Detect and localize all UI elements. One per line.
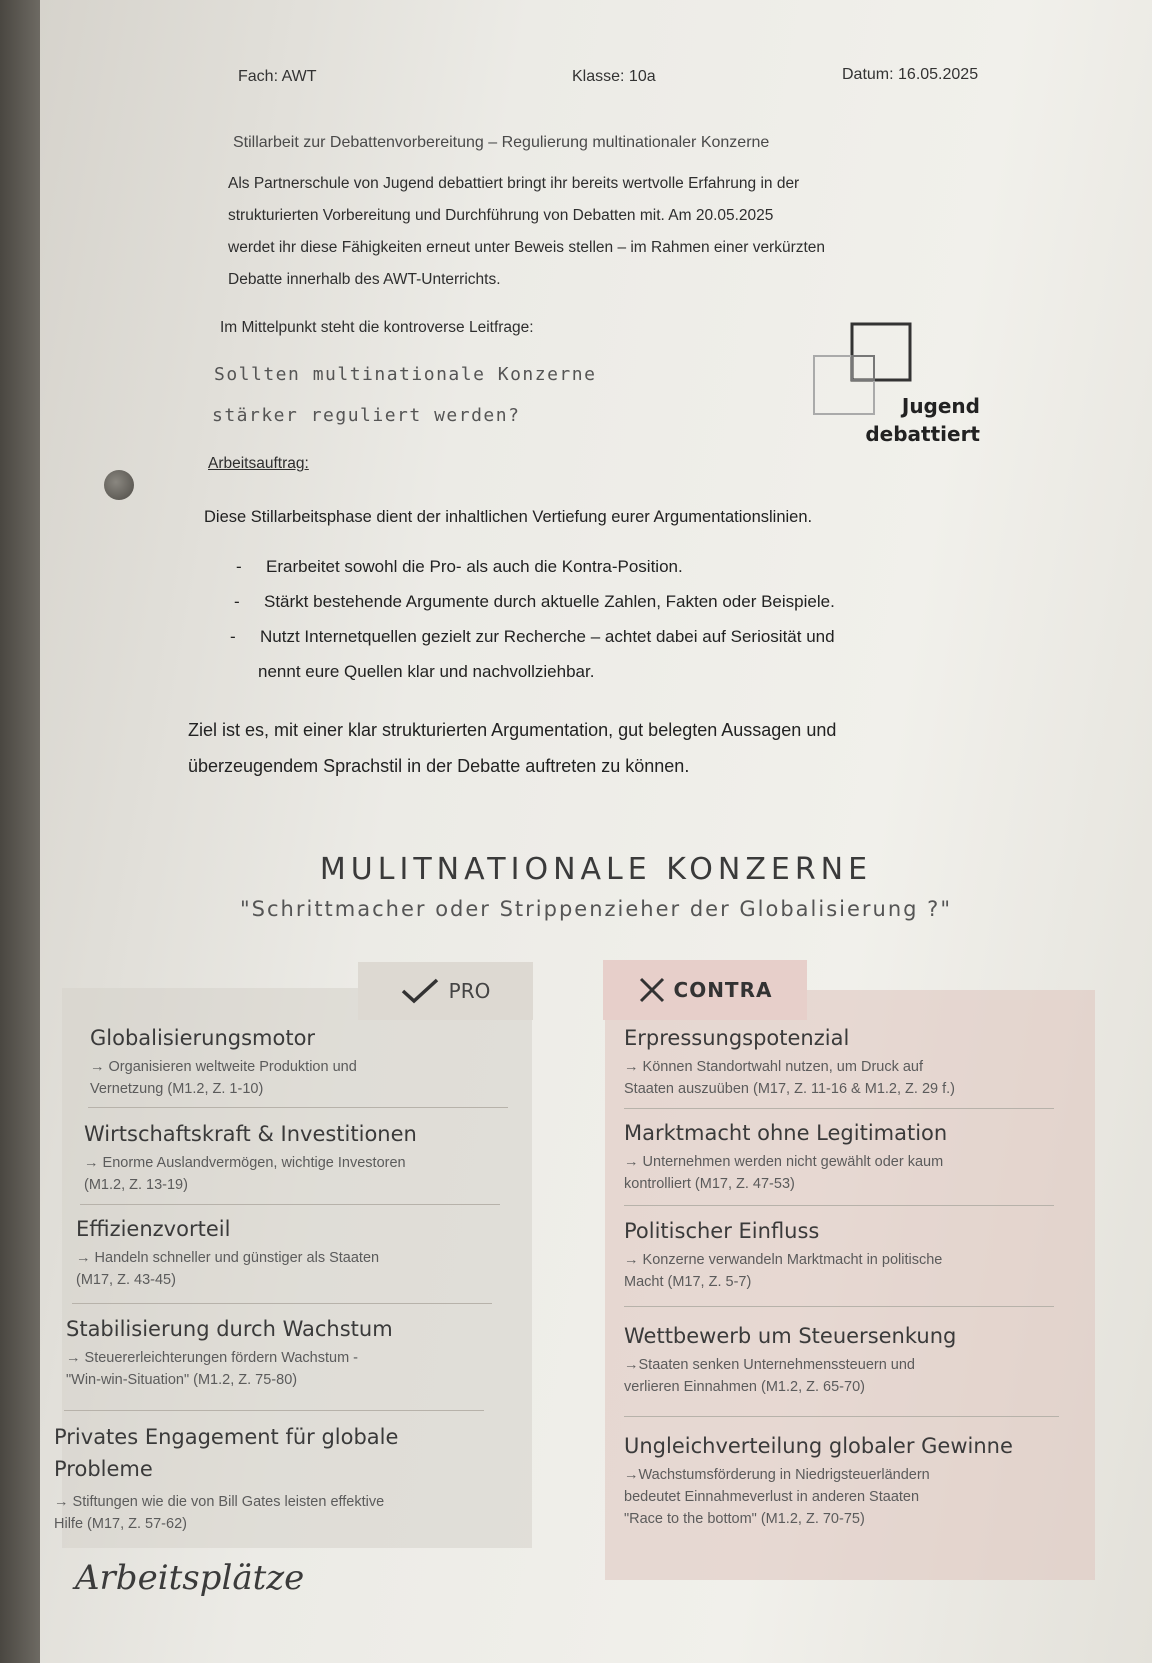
contra-item-desc: Staaten auszuüben (M17, Z. 11-16 & M1.2, Z. 29 f.) [624, 1081, 955, 1097]
pro-item-desc: → Enorme Auslandvermögen, wichtige Investoren [84, 1155, 406, 1171]
pro-item-title: Probleme [54, 1457, 153, 1481]
contra-item-desc: →Staaten senken Unternehmenssteuern und [624, 1357, 915, 1373]
contra-item [624, 1217, 1074, 1293]
contra-item-title: Marktmacht ohne Legitimation [624, 1121, 948, 1145]
handwritten-note: Arbeitsplätze [75, 1558, 305, 1598]
contra-item-title: Politischer Einfluss [624, 1219, 820, 1243]
contra-item-title: Wettbewerb um Steuersenkung [624, 1324, 957, 1348]
infographic-title: MULITNATIONALE KONZERNE [319, 852, 873, 887]
contra-header [603, 960, 807, 1020]
contra-item-desc: verlieren Einnahmen (M1.2, Z. 65-70) [624, 1379, 865, 1395]
pro-item-desc: (M1.2, Z. 13-19) [84, 1177, 188, 1193]
pro-header [358, 962, 533, 1020]
intro-line: strukturierten Vorbereitung und Durchführung von Debatten mit. Am 20.05.2025 [228, 207, 774, 224]
task-bullet: - Nutzt Internetquellen gezielt zur Recherche – achtet dabei auf Seriosität und [230, 627, 835, 646]
intro-line: werdet ihr diese Fähigkeiten erneut unter Beweis stellen – im Rahmen einer verkürzten [228, 239, 826, 256]
subject-label: Fach: AWT [238, 68, 317, 85]
pro-item-title: Wirtschaftskraft & Investitionen [84, 1122, 417, 1146]
goal-paragraph [188, 712, 836, 784]
pro-item-title: Globalisierungsmotor [90, 1026, 316, 1050]
task-intro: Diese Stillarbeitsphase dient der inhaltlichen Vertiefung eurer Argumentationslinien. [204, 508, 813, 526]
worksheet-page [40, 0, 1152, 1663]
pro-item-desc: "Win-win-Situation" (M1.2, Z. 75-80) [66, 1372, 298, 1388]
divider [624, 1205, 1054, 1206]
bullet-text: Erarbeitet sowohl die Pro- als auch die Kontra-Position. [266, 557, 683, 576]
contra-item-desc: Macht (M17, Z. 5-7) [624, 1274, 752, 1290]
goal-line: Ziel ist es, mit einer klar strukturierten Argumentation, gut belegten Aussagen und [188, 720, 837, 740]
bullet-continuation: nennt eure Quellen klar und nachvollziehbar. [258, 662, 595, 681]
contra-item-desc: → Können Standortwahl nutzen, um Druck auf [624, 1059, 924, 1075]
pro-item-title: Effizienzvorteil [76, 1217, 231, 1241]
divider [88, 1107, 508, 1108]
pro-item-desc: → Stiftungen wie die von Bill Gates leisten effektive [54, 1494, 385, 1510]
contra-item-desc: kontrolliert (M17, Z. 47-53) [624, 1176, 795, 1192]
divider [624, 1416, 1059, 1417]
leitfrage-line: stärker reguliert werden? [212, 405, 521, 426]
logo-line: debattiert [865, 422, 980, 446]
intro-line: Als Partnerschule von Jugend debattiert bringt ihr bereits wertvolle Erfahrung in der [228, 175, 800, 192]
bullet-text: Nutzt Internetquellen gezielt zur Recherche – achtet dabei auf Seriosität und [260, 627, 835, 646]
task-bullet: - Stärkt bestehende Argumente durch aktuelle Zahlen, Fakten oder Beispiele. [234, 592, 835, 611]
pro-item-desc: → Handeln schneller und günstiger als Staaten [76, 1250, 380, 1266]
divider [64, 1410, 484, 1411]
intro-line: Debatte innerhalb des AWT-Unterrichts. [228, 271, 501, 288]
pro-item [54, 1423, 494, 1535]
contra-label: CONTRA [673, 978, 773, 1002]
class-label: Klasse: 10a [572, 68, 656, 85]
cross-icon [638, 976, 666, 1004]
checkmark-icon [401, 978, 439, 1004]
contra-item-desc: → Konzerne verwandeln Marktmacht in politische [624, 1252, 943, 1268]
contra-item-title: Ungleichverteilung globaler Gewinne [624, 1434, 1013, 1458]
goal-line: überzeugendem Sprachstil in der Debatte auftreten zu können. [188, 756, 690, 776]
pro-item-title: Stabilisierung durch Wachstum [66, 1317, 393, 1341]
pro-item [84, 1120, 504, 1196]
divider [624, 1108, 1054, 1109]
leitfrage-intro: Im Mittelpunkt steht die kontroverse Leitfrage: [220, 319, 534, 336]
logo-line: Jugend [901, 394, 980, 418]
logo-text [840, 392, 980, 448]
pro-label: PRO [448, 979, 491, 1003]
pro-item-desc: → Steuererleichterungen fördern Wachstum - [66, 1350, 359, 1366]
arbeitsauftrag-label: Arbeitsauftrag: [208, 455, 309, 472]
contra-item [624, 1119, 1074, 1195]
divider [80, 1204, 500, 1205]
pro-item-desc: Hilfe (M17, Z. 57-62) [54, 1516, 187, 1532]
pro-item-desc: Vernetzung (M1.2, Z. 1-10) [90, 1081, 264, 1097]
pro-item-desc: → Organisieren weltweite Produktion und [90, 1059, 357, 1075]
infographic-subtitle: "Schrittmacher oder Strippenzieher der Globalisierung ?" [240, 897, 952, 921]
date-label: Datum: 16.05.2025 [842, 66, 979, 83]
contra-item [624, 1024, 1074, 1100]
contra-item-desc: → Unternehmen werden nicht gewählt oder kaum [624, 1154, 944, 1170]
divider [72, 1303, 492, 1304]
worksheet-title: Stillarbeit zur Debattenvorbereitung – Regulierung multinationaler Konzerne [233, 134, 770, 151]
contra-item [624, 1432, 1094, 1530]
punch-hole [104, 470, 134, 500]
pro-item [66, 1315, 486, 1391]
contra-item [624, 1322, 1074, 1398]
task-bullet: - Erarbeitet sowohl die Pro- als auch die Kontra-Position. [236, 557, 683, 576]
contra-item-desc: "Race to the bottom" (M1.2, Z. 70-75) [624, 1511, 865, 1527]
contra-item-desc: bedeutet Einnahmeverlust in anderen Staaten [624, 1489, 920, 1505]
pro-item [76, 1215, 496, 1291]
pro-item-title: Privates Engagement für globale [54, 1425, 399, 1449]
bullet-text: Stärkt bestehende Argumente durch aktuelle Zahlen, Fakten oder Beispiele. [264, 592, 835, 611]
contra-item-title: Erpressungspotenzial [624, 1026, 850, 1050]
intro-paragraph [228, 168, 1058, 296]
pro-item [90, 1024, 510, 1100]
leitfrage-line: Sollten multinationale Konzerne [214, 364, 597, 385]
contra-item-desc: →Wachstumsförderung in Niedrigsteuerländern [624, 1467, 930, 1483]
divider [624, 1306, 1054, 1307]
pro-item-desc: (M17, Z. 43-45) [76, 1272, 176, 1288]
